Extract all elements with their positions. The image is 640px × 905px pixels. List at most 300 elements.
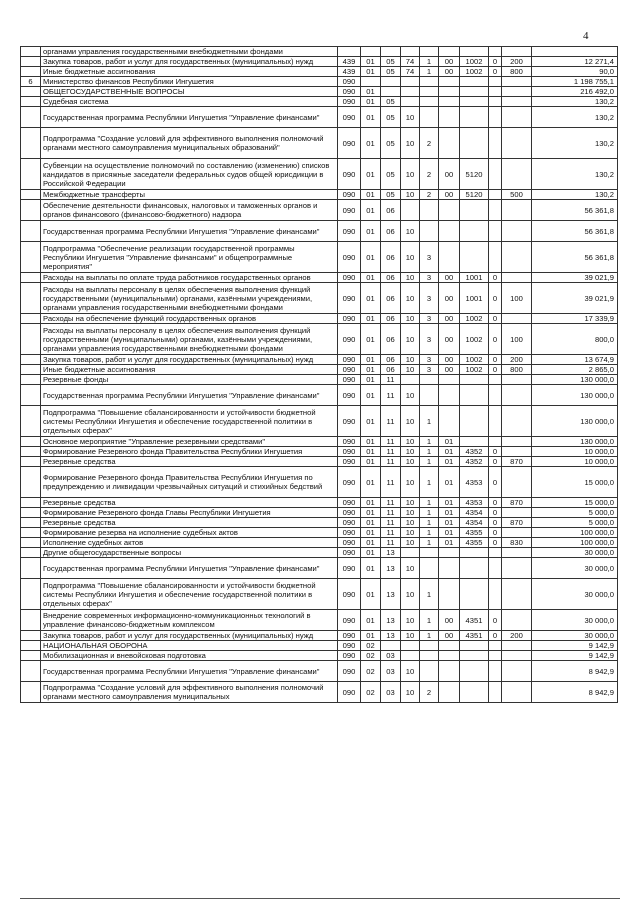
ministry-code-cell: 090 xyxy=(338,651,361,661)
subsection-code-cell: 06 xyxy=(381,221,401,242)
expense-type-cell: 500 xyxy=(502,190,532,200)
subsection-code-cell: 05 xyxy=(381,190,401,200)
item-name-cell: Межбюджетные трансферты xyxy=(41,190,338,200)
row-number-cell xyxy=(21,314,41,324)
amount-cell: 30 000,0 xyxy=(532,558,618,579)
amount-cell: 130 000,0 xyxy=(532,406,618,437)
subprogram-code-cell: 1 xyxy=(420,67,439,77)
direction-code-cell: 4354 xyxy=(460,508,489,518)
section-code-cell: 01 xyxy=(361,457,381,467)
expense-type-cell xyxy=(502,447,532,457)
direction-code-cell: 4355 xyxy=(460,528,489,538)
event-code-cell xyxy=(439,548,460,558)
expense-type-cell xyxy=(502,47,532,57)
event-code-cell: 00 xyxy=(439,324,460,355)
expense-type-cell xyxy=(502,406,532,437)
table-row xyxy=(21,467,618,498)
row-number-cell xyxy=(21,67,41,77)
subsection-code-cell: 06 xyxy=(381,365,401,375)
item-name-cell: Подпрограмма "Повышение сбалансированности и устойчивости бюджетной системы Республики Ингушетия и обеспечение государственной политики в отдельных сферах" xyxy=(41,579,338,610)
subsection-code-cell: 13 xyxy=(381,610,401,631)
subprogram-code-cell xyxy=(420,97,439,107)
subprogram-code-cell: 3 xyxy=(420,242,439,273)
expense-type-cell xyxy=(502,385,532,406)
subprogram-code-cell: 3 xyxy=(420,273,439,283)
extra-code-cell: 0 xyxy=(489,467,502,498)
expense-type-cell xyxy=(502,610,532,631)
ministry-code-cell: 090 xyxy=(338,314,361,324)
event-code-cell: 01 xyxy=(439,528,460,538)
item-name-cell: Государственная программа Республики Ингушетия "Управление финансами" xyxy=(41,558,338,579)
amount-cell: 10 000,0 xyxy=(532,447,618,457)
event-code-cell xyxy=(439,107,460,128)
ministry-code-cell: 090 xyxy=(338,87,361,97)
direction-code-cell xyxy=(460,47,489,57)
amount-cell: 130 000,0 xyxy=(532,437,618,447)
section-code-cell xyxy=(361,47,381,57)
expense-type-cell: 870 xyxy=(502,457,532,467)
subsection-code-cell xyxy=(381,87,401,97)
section-code-cell: 01 xyxy=(361,447,381,457)
subprogram-code-cell: 1 xyxy=(420,610,439,631)
table-row xyxy=(21,47,618,57)
row-number-cell xyxy=(21,498,41,508)
section-code-cell: 01 xyxy=(361,107,381,128)
direction-code-cell: 4351 xyxy=(460,610,489,631)
direction-code-cell xyxy=(460,661,489,682)
subsection-code-cell: 13 xyxy=(381,558,401,579)
subprogram-code-cell xyxy=(420,87,439,97)
program-code-cell: 10 xyxy=(401,385,420,406)
budget-table xyxy=(20,46,618,703)
expense-type-cell xyxy=(502,579,532,610)
subsection-code-cell: 11 xyxy=(381,538,401,548)
subprogram-code-cell: 3 xyxy=(420,283,439,314)
subsection-code-cell: 05 xyxy=(381,57,401,67)
item-name-cell: Расходы на выплаты персоналу в целях обеспечения выполнения функций государственными (муниципальными) органами, казёнными учреждениями, органами управления государственными внебюджетными фондами xyxy=(41,324,338,355)
program-code-cell: 10 xyxy=(401,128,420,159)
row-number-cell xyxy=(21,661,41,682)
program-code-cell: 10 xyxy=(401,190,420,200)
item-name-cell: Государственная программа Республики Ингушетия "Управление финансами" xyxy=(41,661,338,682)
item-name-cell: Основное мероприятие "Управление резервными средствами" xyxy=(41,437,338,447)
table-row xyxy=(21,558,618,579)
expense-type-cell xyxy=(502,528,532,538)
section-code-cell: 01 xyxy=(361,518,381,528)
amount-cell: 130,2 xyxy=(532,97,618,107)
section-code-cell: 01 xyxy=(361,538,381,548)
item-name-cell: Формирование Резервного фонда Правительства Республики Ингушетия xyxy=(41,447,338,457)
expense-type-cell: 870 xyxy=(502,518,532,528)
program-code-cell xyxy=(401,97,420,107)
extra-code-cell: 0 xyxy=(489,324,502,355)
subsection-code-cell: 06 xyxy=(381,324,401,355)
ministry-code-cell: 090 xyxy=(338,610,361,631)
direction-code-cell: 1001 xyxy=(460,273,489,283)
subprogram-code-cell: 1 xyxy=(420,57,439,67)
program-code-cell: 10 xyxy=(401,631,420,641)
item-name-cell: Исполнение судебных актов xyxy=(41,538,338,548)
row-number-cell xyxy=(21,447,41,457)
event-code-cell xyxy=(439,221,460,242)
event-code-cell xyxy=(439,200,460,221)
amount-cell: 30 000,0 xyxy=(532,631,618,641)
row-number-cell xyxy=(21,457,41,467)
item-name-cell: Расходы на выплаты персоналу в целях обеспечения выполнения функций государственными (муниципальными) органами, казёнными учреждениями, органами управления государственными внебюджетными фондами xyxy=(41,283,338,314)
event-code-cell xyxy=(439,97,460,107)
expense-type-cell: 800 xyxy=(502,67,532,77)
subprogram-code-cell xyxy=(420,651,439,661)
table-row xyxy=(21,518,618,528)
item-name-cell: Внедрение современных информационно-коммуникационных технологий в управление финансово-бюджетным комплексом xyxy=(41,610,338,631)
expense-type-cell xyxy=(502,87,532,97)
direction-code-cell: 1002 xyxy=(460,67,489,77)
extra-code-cell xyxy=(489,190,502,200)
subprogram-code-cell: 2 xyxy=(420,128,439,159)
subsection-code-cell: 11 xyxy=(381,518,401,528)
row-number-cell xyxy=(21,283,41,314)
row-number-cell xyxy=(21,365,41,375)
section-code-cell: 01 xyxy=(361,631,381,641)
extra-code-cell xyxy=(489,437,502,447)
row-number-cell xyxy=(21,97,41,107)
direction-code-cell xyxy=(460,97,489,107)
extra-code-cell: 0 xyxy=(489,610,502,631)
program-code-cell xyxy=(401,651,420,661)
ministry-code-cell: 090 xyxy=(338,518,361,528)
table-row xyxy=(21,57,618,67)
event-code-cell xyxy=(439,682,460,703)
ministry-code-cell: 090 xyxy=(338,324,361,355)
direction-code-cell: 5120 xyxy=(460,159,489,190)
expense-type-cell: 870 xyxy=(502,498,532,508)
event-code-cell xyxy=(439,128,460,159)
extra-code-cell xyxy=(489,651,502,661)
row-number-cell xyxy=(21,538,41,548)
program-code-cell xyxy=(401,375,420,385)
table-row xyxy=(21,314,618,324)
item-name-cell: Закупка товаров, работ и услуг для государственных (муниципальных) нужд xyxy=(41,631,338,641)
row-number-cell xyxy=(21,437,41,447)
ministry-code-cell: 090 xyxy=(338,242,361,273)
section-code-cell: 01 xyxy=(361,283,381,314)
subsection-code-cell: 05 xyxy=(381,159,401,190)
direction-code-cell: 5120 xyxy=(460,190,489,200)
amount-cell: 5 000,0 xyxy=(532,518,618,528)
extra-code-cell: 0 xyxy=(489,365,502,375)
program-code-cell: 10 xyxy=(401,273,420,283)
program-code-cell: 10 xyxy=(401,355,420,365)
program-code-cell: 74 xyxy=(401,57,420,67)
section-code-cell: 01 xyxy=(361,365,381,375)
subsection-code-cell: 05 xyxy=(381,67,401,77)
row-number-cell xyxy=(21,641,41,651)
table-row xyxy=(21,682,618,703)
expense-type-cell xyxy=(502,97,532,107)
program-code-cell: 10 xyxy=(401,447,420,457)
event-code-cell xyxy=(439,87,460,97)
expense-type-cell: 100 xyxy=(502,283,532,314)
item-name-cell: Подпрограмма "Создание условий для эффективного выполнения полномочий органами местного самоуправления муниципальных образований" xyxy=(41,128,338,159)
row-number-cell xyxy=(21,190,41,200)
table-row xyxy=(21,200,618,221)
extra-code-cell: 0 xyxy=(489,273,502,283)
ministry-code-cell: 090 xyxy=(338,457,361,467)
program-code-cell: 10 xyxy=(401,528,420,538)
extra-code-cell xyxy=(489,558,502,579)
item-name-cell: Обеспечение деятельности финансовых, налоговых и таможенных органов и органов финансового (финансово-бюджетного) надзора xyxy=(41,200,338,221)
table-row xyxy=(21,631,618,641)
section-code-cell: 01 xyxy=(361,314,381,324)
event-code-cell: 00 xyxy=(439,283,460,314)
subprogram-code-cell: 2 xyxy=(420,682,439,703)
page-bottom-rule xyxy=(20,898,620,899)
subprogram-code-cell: 1 xyxy=(420,406,439,437)
row-number-cell xyxy=(21,107,41,128)
subsection-code-cell: 11 xyxy=(381,467,401,498)
event-code-cell: 01 xyxy=(439,498,460,508)
amount-cell: 216 492,0 xyxy=(532,87,618,97)
subsection-code-cell: 06 xyxy=(381,273,401,283)
table-row xyxy=(21,538,618,548)
ministry-code-cell: 090 xyxy=(338,661,361,682)
item-name-cell: Формирование резерва на исполнение судебных актов xyxy=(41,528,338,538)
ministry-code-cell: 090 xyxy=(338,273,361,283)
item-name-cell: Иные бюджетные ассигнования xyxy=(41,67,338,77)
amount-cell: 15 000,0 xyxy=(532,467,618,498)
table-row xyxy=(21,528,618,538)
section-code-cell: 01 xyxy=(361,528,381,538)
amount-cell: 5 000,0 xyxy=(532,508,618,518)
program-code-cell: 10 xyxy=(401,107,420,128)
program-code-cell: 10 xyxy=(401,314,420,324)
subprogram-code-cell: 1 xyxy=(420,457,439,467)
item-name-cell: Подпрограмма "Повышение сбалансированности и устойчивости бюджетной системы Республики Ингушетия и обеспечение государственной политики в отдельных сферах" xyxy=(41,406,338,437)
event-code-cell: 00 xyxy=(439,355,460,365)
event-code-cell xyxy=(439,242,460,273)
section-code-cell: 01 xyxy=(361,467,381,498)
direction-code-cell xyxy=(460,242,489,273)
program-code-cell: 10 xyxy=(401,610,420,631)
subprogram-code-cell xyxy=(420,661,439,682)
amount-cell xyxy=(532,47,618,57)
row-number-cell xyxy=(21,221,41,242)
extra-code-cell xyxy=(489,77,502,87)
table-row xyxy=(21,77,618,87)
program-code-cell: 10 xyxy=(401,558,420,579)
direction-code-cell: 4351 xyxy=(460,631,489,641)
item-name-cell: Резервные средства xyxy=(41,498,338,508)
subsection-code-cell: 11 xyxy=(381,508,401,518)
program-code-cell: 10 xyxy=(401,661,420,682)
row-number-cell xyxy=(21,682,41,703)
table-row xyxy=(21,651,618,661)
ministry-code-cell: 090 xyxy=(338,128,361,159)
amount-cell: 30 000,0 xyxy=(532,610,618,631)
table-row xyxy=(21,97,618,107)
section-code-cell: 01 xyxy=(361,324,381,355)
section-code-cell xyxy=(361,77,381,87)
subprogram-code-cell: 1 xyxy=(420,508,439,518)
row-number-cell xyxy=(21,651,41,661)
extra-code-cell xyxy=(489,385,502,406)
program-code-cell: 10 xyxy=(401,467,420,498)
amount-cell: 39 021,9 xyxy=(532,273,618,283)
event-code-cell: 01 xyxy=(439,538,460,548)
expense-type-cell: 200 xyxy=(502,631,532,641)
extra-code-cell xyxy=(489,406,502,437)
amount-cell: 130 000,0 xyxy=(532,385,618,406)
extra-code-cell xyxy=(489,221,502,242)
section-code-cell: 01 xyxy=(361,548,381,558)
subsection-code-cell: 03 xyxy=(381,651,401,661)
program-code-cell xyxy=(401,77,420,87)
ministry-code-cell: 090 xyxy=(338,467,361,498)
extra-code-cell xyxy=(489,97,502,107)
expense-type-cell xyxy=(502,548,532,558)
event-code-cell: 00 xyxy=(439,190,460,200)
program-code-cell: 10 xyxy=(401,579,420,610)
section-code-cell: 02 xyxy=(361,661,381,682)
program-code-cell: 10 xyxy=(401,406,420,437)
section-code-cell: 02 xyxy=(361,651,381,661)
subprogram-code-cell: 1 xyxy=(420,498,439,508)
subprogram-code-cell: 1 xyxy=(420,528,439,538)
expense-type-cell xyxy=(502,77,532,87)
amount-cell: 130,2 xyxy=(532,107,618,128)
amount-cell: 56 361,8 xyxy=(532,200,618,221)
expense-type-cell xyxy=(502,467,532,498)
subprogram-code-cell: 3 xyxy=(420,314,439,324)
extra-code-cell: 0 xyxy=(489,498,502,508)
row-number-cell xyxy=(21,508,41,518)
section-code-cell: 01 xyxy=(361,159,381,190)
direction-code-cell xyxy=(460,641,489,651)
item-name-cell: Мобилизационная и вневойсковая подготовка xyxy=(41,651,338,661)
extra-code-cell: 0 xyxy=(489,355,502,365)
section-code-cell: 01 xyxy=(361,437,381,447)
subprogram-code-cell xyxy=(420,641,439,651)
amount-cell: 56 361,8 xyxy=(532,242,618,273)
direction-code-cell: 1002 xyxy=(460,324,489,355)
amount-cell: 2 865,0 xyxy=(532,365,618,375)
event-code-cell: 01 xyxy=(439,437,460,447)
event-code-cell xyxy=(439,406,460,437)
ministry-code-cell: 090 xyxy=(338,283,361,314)
subsection-code-cell: 05 xyxy=(381,97,401,107)
subsection-code-cell: 06 xyxy=(381,283,401,314)
event-code-cell xyxy=(439,641,460,651)
event-code-cell xyxy=(439,77,460,87)
extra-code-cell xyxy=(489,682,502,703)
row-number-cell xyxy=(21,128,41,159)
page-number: 4 xyxy=(583,30,589,42)
ministry-code-cell: 090 xyxy=(338,107,361,128)
section-code-cell: 01 xyxy=(361,87,381,97)
expense-type-cell: 830 xyxy=(502,538,532,548)
amount-cell: 130,2 xyxy=(532,159,618,190)
expense-type-cell xyxy=(502,375,532,385)
amount-cell: 8 942,9 xyxy=(532,661,618,682)
subsection-code-cell: 11 xyxy=(381,437,401,447)
extra-code-cell: 0 xyxy=(489,631,502,641)
item-name-cell: Закупка товаров, работ и услуг для государственных (муниципальных) нужд xyxy=(41,57,338,67)
direction-code-cell xyxy=(460,558,489,579)
ministry-code-cell: 090 xyxy=(338,200,361,221)
item-name-cell: НАЦИОНАЛЬНАЯ ОБОРОНА xyxy=(41,641,338,651)
table-row xyxy=(21,283,618,314)
expense-type-cell: 200 xyxy=(502,57,532,67)
row-number-cell xyxy=(21,57,41,67)
row-number-cell xyxy=(21,558,41,579)
section-code-cell: 01 xyxy=(361,200,381,221)
table-row xyxy=(21,457,618,467)
ministry-code-cell: 090 xyxy=(338,77,361,87)
extra-code-cell xyxy=(489,548,502,558)
section-code-cell: 01 xyxy=(361,273,381,283)
event-code-cell: 00 xyxy=(439,631,460,641)
subsection-code-cell: 11 xyxy=(381,447,401,457)
expense-type-cell xyxy=(502,508,532,518)
subprogram-code-cell: 3 xyxy=(420,324,439,355)
program-code-cell xyxy=(401,200,420,221)
expense-type-cell: 100 xyxy=(502,324,532,355)
amount-cell: 1 198 755,1 xyxy=(532,77,618,87)
ministry-code-cell: 090 xyxy=(338,365,361,375)
direction-code-cell xyxy=(460,437,489,447)
subprogram-code-cell xyxy=(420,548,439,558)
table-row xyxy=(21,159,618,190)
expense-type-cell xyxy=(502,200,532,221)
subprogram-code-cell: 1 xyxy=(420,467,439,498)
item-name-cell: Судебная система xyxy=(41,97,338,107)
subsection-code-cell xyxy=(381,77,401,87)
extra-code-cell xyxy=(489,87,502,97)
ministry-code-cell: 090 xyxy=(338,548,361,558)
program-code-cell: 10 xyxy=(401,242,420,273)
expense-type-cell xyxy=(502,242,532,273)
amount-cell: 100 000,0 xyxy=(532,528,618,538)
subprogram-code-cell: 2 xyxy=(420,159,439,190)
amount-cell: 130,2 xyxy=(532,128,618,159)
subsection-code-cell: 05 xyxy=(381,107,401,128)
subprogram-code-cell: 3 xyxy=(420,355,439,365)
ministry-code-cell: 439 xyxy=(338,67,361,77)
amount-cell: 130 000,0 xyxy=(532,375,618,385)
extra-code-cell xyxy=(489,107,502,128)
subprogram-code-cell xyxy=(420,221,439,242)
subprogram-code-cell: 1 xyxy=(420,579,439,610)
item-name-cell: Формирование Резервного фонда Главы Республики Ингушетия xyxy=(41,508,338,518)
extra-code-cell xyxy=(489,242,502,273)
subsection-code-cell: 13 xyxy=(381,631,401,641)
item-name-cell: Государственная программа Республики Ингушетия "Управление финансами" xyxy=(41,385,338,406)
subsection-code-cell: 03 xyxy=(381,661,401,682)
row-number-cell xyxy=(21,631,41,641)
event-code-cell xyxy=(439,47,460,57)
subprogram-code-cell: 1 xyxy=(420,518,439,528)
subsection-code-cell: 11 xyxy=(381,385,401,406)
item-name-cell: Министерство финансов Республики Ингушетия xyxy=(41,77,338,87)
table-row xyxy=(21,406,618,437)
item-name-cell: Иные бюджетные ассигнования xyxy=(41,365,338,375)
section-code-cell: 01 xyxy=(361,67,381,77)
subprogram-code-cell xyxy=(420,200,439,221)
event-code-cell xyxy=(439,661,460,682)
ministry-code-cell: 090 xyxy=(338,498,361,508)
section-code-cell: 01 xyxy=(361,508,381,518)
ministry-code-cell: 090 xyxy=(338,385,361,406)
